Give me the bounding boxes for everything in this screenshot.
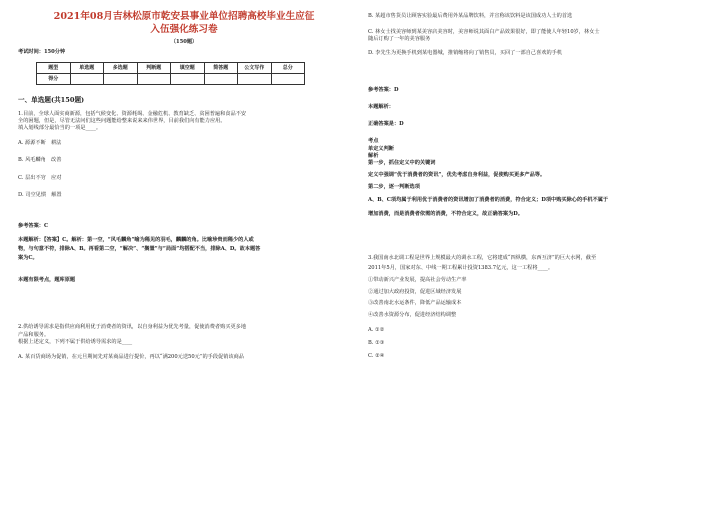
score-table: [36, 62, 305, 85]
answer-1: 参考答案：C: [18, 223, 49, 230]
score-cell: 公文写作: [238, 63, 272, 74]
score-cell: [204, 74, 238, 85]
score-cell: [238, 74, 272, 85]
score-cell: 单选题: [70, 63, 104, 74]
correct-answer-2: 正确答案是：D: [368, 121, 404, 128]
score-cell: 得分: [37, 74, 71, 85]
q3-options: [368, 324, 702, 363]
q1-option-a: A. 源源不断 耕法: [18, 140, 62, 147]
explanation-2: 本题解析：: [368, 104, 394, 111]
q3-option-c: C. ②④: [368, 353, 385, 360]
q3-option-b: B. ①③: [368, 340, 385, 347]
section-heading: 一、单选题(共150题): [18, 96, 85, 105]
score-cell: 判断题: [137, 63, 171, 74]
q3-item: ④改善水资源分布，促进经济结构调整: [368, 311, 457, 318]
score-cell: [271, 74, 305, 85]
knowledge-point: 本题有限考点，题库原题: [18, 277, 76, 284]
doc-title-line2: 入伍强化练习卷: [150, 24, 218, 35]
explanation-line: 本题解析：【答案】C。解析：第一空，“风毛麟角”喻为稀见的羽毛，麟麟的角。比喻珍贵而稀少的人或: [18, 237, 254, 244]
score-cell: [70, 74, 104, 85]
q3-items: [368, 275, 702, 321]
score-cell: 填空题: [171, 63, 205, 74]
score-cell: 多选题: [104, 63, 138, 74]
q2-option-b: B. 某超市售货员让顾客实验最后费用外某品牌饮料，并宣称该饮料是该国成功人士的首选: [368, 13, 573, 19]
score-cell: [171, 74, 205, 85]
score-table-row: [37, 74, 305, 85]
step-1-body: 定义中强调“优于消费者的资讯”，优先考虑自身利益，促使购买更多产品等。: [368, 172, 546, 179]
explanation-line: 案为C。: [18, 255, 38, 262]
kd-type: 单定义判断: [368, 145, 394, 152]
score-cell: 简答题: [204, 63, 238, 74]
step-2-line: A、B、C项均属于利用优于消费者的资讯增加了消费者的消费，符合定义；D项中购买除心的手机不属于: [368, 196, 609, 203]
q3-item: ②通过加大政府投资，促进区域经济发展: [368, 288, 462, 295]
question-3: [368, 254, 702, 273]
score-cell: [104, 74, 138, 85]
score-cell: [137, 74, 171, 85]
explanation-1: [18, 236, 350, 263]
step-2-line: 增加消费，而是消费者依需的消费，不符合定义，故正确答案为D。: [368, 210, 523, 217]
q2-option-c: [368, 29, 702, 43]
q3-line: 2011年5月，国家对东、中线一期工程累计投资1383.7亿元，这一工程将____。: [368, 264, 554, 271]
exam-time: 考试时间：150分钟: [18, 49, 66, 56]
doc-subtitle: （150题）: [170, 39, 198, 45]
q1-option-c: C. 层出不穷 应对: [18, 174, 62, 181]
doc-title-line1: 2021年08月吉林松原市乾安县事业单位招聘高校毕业生应征: [53, 11, 315, 22]
q2-option-c-line: C. 林女士找美容师到某美容店美容时，美容师说其面白产品效果很好，即了能使人年轻10岁，林女士: [368, 29, 600, 36]
score-cell: 题型: [37, 63, 71, 74]
kd-parse: 解析: [368, 152, 379, 159]
q3-line: 3.我国南水北调工程是世界上规模最大的调水工程，它将建成“四纵横，东西互济”的巨大水网，截至: [368, 255, 597, 262]
q2-option-c-line: 随后订购了一年的美容服务: [368, 36, 431, 43]
kd-label: 考点: [368, 138, 379, 145]
q1-line: 1.目前，全球人面实商新源，包括气候变化、资源耗竭、金融危机、教育缺乏、贫困普遍和食品不安: [18, 110, 247, 117]
q3-option-a: A. ①②: [368, 327, 385, 334]
step-1: 第一步，抓住定义中的关键词: [368, 160, 436, 167]
q1-line: 全的困题，但是，尽管无法问们这些问题能给整来说来来伟世界，目前我们向有能力应用。: [18, 117, 226, 124]
q1-option-d: D. 司空见惯 解置: [18, 191, 62, 198]
step-2: 第二步，逐一判断选项: [368, 184, 420, 191]
q2-line: 2.供给诱导需求是指供应商利用优于消费者的资讯，以自身利益为优先考量，促使消费者购买更多地: [18, 324, 247, 331]
q2-option-d: D. 李先生为更换手机到某电器城，推销缩将向了销售员，买回了一部自己喜欢的手机: [368, 49, 563, 56]
step-2-body: [368, 197, 702, 218]
doc-title: [18, 10, 350, 36]
score-table-header: [37, 63, 305, 74]
explanation-line: 物，与句意不符，排除A、B。再看第二空，“解决”、“搁置”与“局面”均搭配不当，排除A、D。故本题答: [18, 246, 261, 253]
q1-option-b: B. 风毛麟角 改善: [18, 157, 62, 164]
q3-item: ③改善南北水运条件，降低产品运输成本: [368, 300, 462, 307]
question-2: [18, 324, 350, 361]
q2-line: 根据上述定义，下列不属于供给诱导需求的是____: [18, 338, 133, 345]
answer-2: 参考答案：D: [368, 86, 399, 93]
q2-line: 产品和服务。: [18, 331, 50, 338]
q1-line: 填入划线部分最恰当的一项是____。: [18, 125, 102, 132]
left-column: [18, 0, 350, 361]
q3-item: ①带动新兴产业发展，提高社会劳动生产率: [368, 277, 467, 284]
question-1: [18, 111, 350, 199]
q2-option-a: A. 某百货商场为促销，在元旦期间先对某商品进行提价，再以“满200元送50元”的手段促销该商品: [18, 354, 244, 361]
score-cell: 总分: [271, 63, 305, 74]
right-column: [368, 0, 702, 363]
